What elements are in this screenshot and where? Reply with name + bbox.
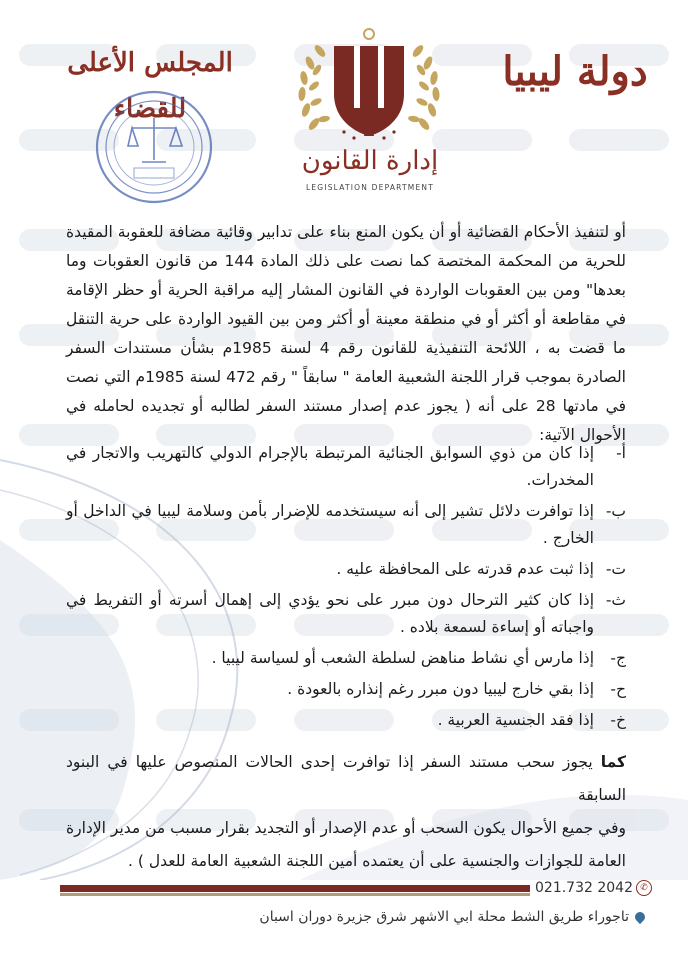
conditions-list [66,440,626,738]
list-item: خ- إذا فقد الجنسية العربية . [437,711,626,729]
council-name-logo [60,40,240,124]
list-item: ح- إذا بقي خارج ليبيا دون مبرر رغم إنذاره بالعودة . [287,680,626,698]
state-name-logo [500,44,650,104]
location-pin-icon [633,910,647,924]
list-item: ث- إذا كان كثير الترحال دون مبرر على نحو يؤدي إلى إهمال أسرته أو التفريط في واجباته أو إساءة لسمعة بلاده . [66,591,626,636]
paragraph-closing [66,746,626,878]
list-item: أ- إذا كان من ذوي السوابق الجنائية المرتبطة بالإجرام الدولي كالتهريب والاتجار في المخدرات. [66,444,626,489]
footer-address [100,909,645,925]
phone-number: 021.732 2042 [535,880,633,896]
paragraph-intro: أو لتنفيذ الأحكام القضائية أو أن يكون المنع بناء على تدابير وقائية مضافة للعقوبة المقيدة للحرية من المحكمة المختصة كما نصت على ذلك المادة 144 من قانون العقوبات وما بعدها" ومن بين العقوبات الواردة في القانون المشار إليه مراقبة الحرية أو حظر الإقامة في مقاطعة أو أكثر أو في منطقة معينة أو أكثر ومن بين القيود الواردة على حرية التنقل ما قضت به ، اللائحة التنفيذية للقانون رقم 4 لسنة 1985م بشأن مستندات السفر الصادرة بموجب قرار اللجنة الشعبية العامة " سابقاً " رقم 472 لسنة 1985م التي نصت في مادتها 28 على أنه ( يجوز عدم إصدار مستند السفر لطالبه أو تجديده لحامله في الأحوال الآتية: [66,223,626,444]
list-item: ج- إذا مارس أي نشاط مناهض لسلطة الشعب أو لسياسة ليبيا . [211,649,626,667]
legislation-emblem-icon [284,24,454,164]
footer-rule-gold [60,893,530,896]
closing-line-1: كما يجوز سحب مستند السفر إذا توافرت إحدى الحالات المنصوص عليها في البنود السابقة [66,753,626,804]
phone-icon: ✆ [636,880,652,896]
footer-rule [60,885,530,892]
footer-phone [535,880,655,896]
department-name-en: LEGISLATION DEPARTMENT [305,183,435,192]
address-text: تاجوراء طريق الشط محلة ابي الاشهر شرق جزيرة دوران اسبان [259,909,629,925]
council-name: المجلس الأعلى للقضاء [67,48,233,124]
department-name-ar: إدارة القانون [301,146,439,176]
list-item: ت- إذا ثبت عدم قدرته على المحافظة عليه . [336,560,626,578]
closing-line-2: وفي جميع الأحوال يكون السحب أو عدم الإصدار أو التجديد بقرار مسبب من مدير الإدارة العامة للجوازات والجنسية على أن يعتمده أمين اللجنة الشعبية العامة للعدل ) . [66,819,626,870]
state-name: دولة ليبيا [502,48,648,95]
list-item: ب- إذا توافرت دلائل تشير إلى أنه سيستخدمه للإضرار بأمن وسلامة ليبيا في الداخل أو الخارج . [66,502,626,547]
closing-bold: كما [600,753,626,771]
official-stamp-icon [94,88,214,206]
